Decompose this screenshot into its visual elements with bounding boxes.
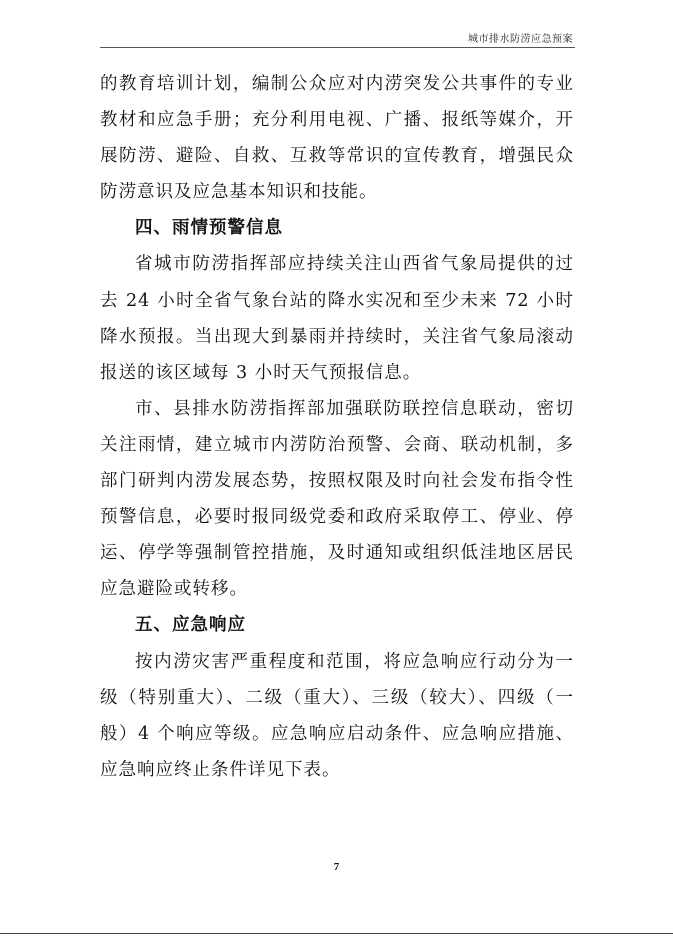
paragraph-joint-warning: 市、县排水防涝指挥部加强联防联控信息联动，密切关注雨情，建立城市内涝防治预警、会商、联动机制，多部门研判内涝发展态势，按照权限及时向社会发布指令性预警信息，必要时报同级党委和政府采取停工、停业、停运、停学等强制管控措施，及时通知或组织低洼地区居民应急避险或转移。 (100, 398, 574, 600)
paragraph-response-levels: 按内涝灾害严重程度和范围，将应急响应行动分为一级（特别重大）、二级（重大）、三级（较大）、四级（一般）4 个响应等级。应急响应启动条件、应急响应措施、应急响应终止条件详见下表。 (100, 651, 574, 780)
section-heading-rain-warning: 四、雨情预警信息 (135, 218, 283, 239)
page-number: 7 (333, 861, 340, 873)
section-heading-emergency-response: 五、应急响应 (135, 615, 246, 636)
page-bottom-border (0, 933, 673, 934)
paragraph-education: 的教育培训计划，编制公众应对内涝突发公共事件的专业教材和应急手册；充分利用电视、广播、报纸等媒介，开展防涝、避险、自救、互救等常识的宣传教育，增强民众防涝意识及应急基本知识和技能。 (100, 74, 574, 203)
running-header-title: 城市排水防涝应急预案 (468, 34, 573, 45)
paragraph-rain-monitoring: 省城市防涝指挥部应持续关注山西省气象局提供的过去 24 小时全省气象台站的降水实况和至少未来 72 小时降水预报。当出现大到暴雨并持续时，关注省气象局滚动报送的该区域每 3 小时天气预报信息。 (100, 254, 574, 383)
document-body (100, 66, 574, 788)
header-divider (100, 47, 575, 48)
